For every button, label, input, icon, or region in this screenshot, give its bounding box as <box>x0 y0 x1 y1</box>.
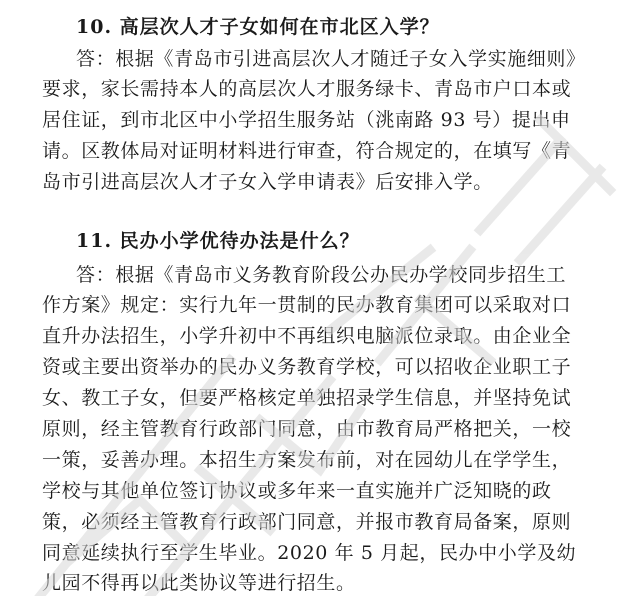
answer-11-line-3: 直升办法招生，小学升初中不再组织电脑派位录取。由企业全 <box>42 325 572 347</box>
answer-10-line-2: 要求，家长需持本人的高层次人才服务绿卡、青岛市户口本或 <box>42 78 572 100</box>
question-10-heading: 10. 高层次人才子女如何在市北区入学？ <box>76 16 440 38</box>
answer-11-line-5: 女、教工子女，但要严格核定单独招录学生信息，并坚持免试 <box>42 387 572 409</box>
answer-11-line-11: 儿园不得再以此类协议等进行招生。 <box>42 572 356 594</box>
answer-11-line-1: 答：根据《青岛市义务教育阶段公办民办学校同步招生工 <box>76 264 567 286</box>
answer-10-line-4: 请。区教体局对证明材料进行审查，符合规定的，在填写《青 <box>42 140 572 162</box>
answer-11-line-4: 资或主要出资举办的民办义务教育学校，可以招收企业职工子 <box>42 356 572 378</box>
answer-11-line-8: 学校与其他单位签订协议或多年来一直实施并广泛知晓的政 <box>42 480 552 502</box>
answer-11-line-9: 策，必须经主管教育行政部门同意，并报市教育局备案，原则 <box>42 511 572 533</box>
answer-11-line-2: 作方案》规定：实行九年一贯制的民办教育集团可以采取对口 <box>42 294 572 316</box>
answer-10-line-3: 居住证，到市北区中小学招生服务站（洮南路 93 号）提出申 <box>42 109 571 131</box>
answer-11-line-6: 原则，经主管教育行政部门同意，由市教育局严格把关，一校 <box>42 418 572 440</box>
answer-10-line-1: 答：根据《青岛市引进高层次人才随迁子女入学实施细则》 <box>76 48 586 70</box>
question-11-heading: 11. 民办小学优待办法是什么？ <box>76 230 360 252</box>
answer-11-line-7: 一策，妥善办理。本招生方案发布前，对在园幼儿在学学生， <box>42 449 572 471</box>
answer-11-line-10: 同意延续执行至学生毕业。2020 年 5 月起，民办中小学及幼 <box>42 542 577 564</box>
answer-10-line-5: 岛市引进高层次人才子女入学申请表》后安排入学。 <box>42 171 493 193</box>
